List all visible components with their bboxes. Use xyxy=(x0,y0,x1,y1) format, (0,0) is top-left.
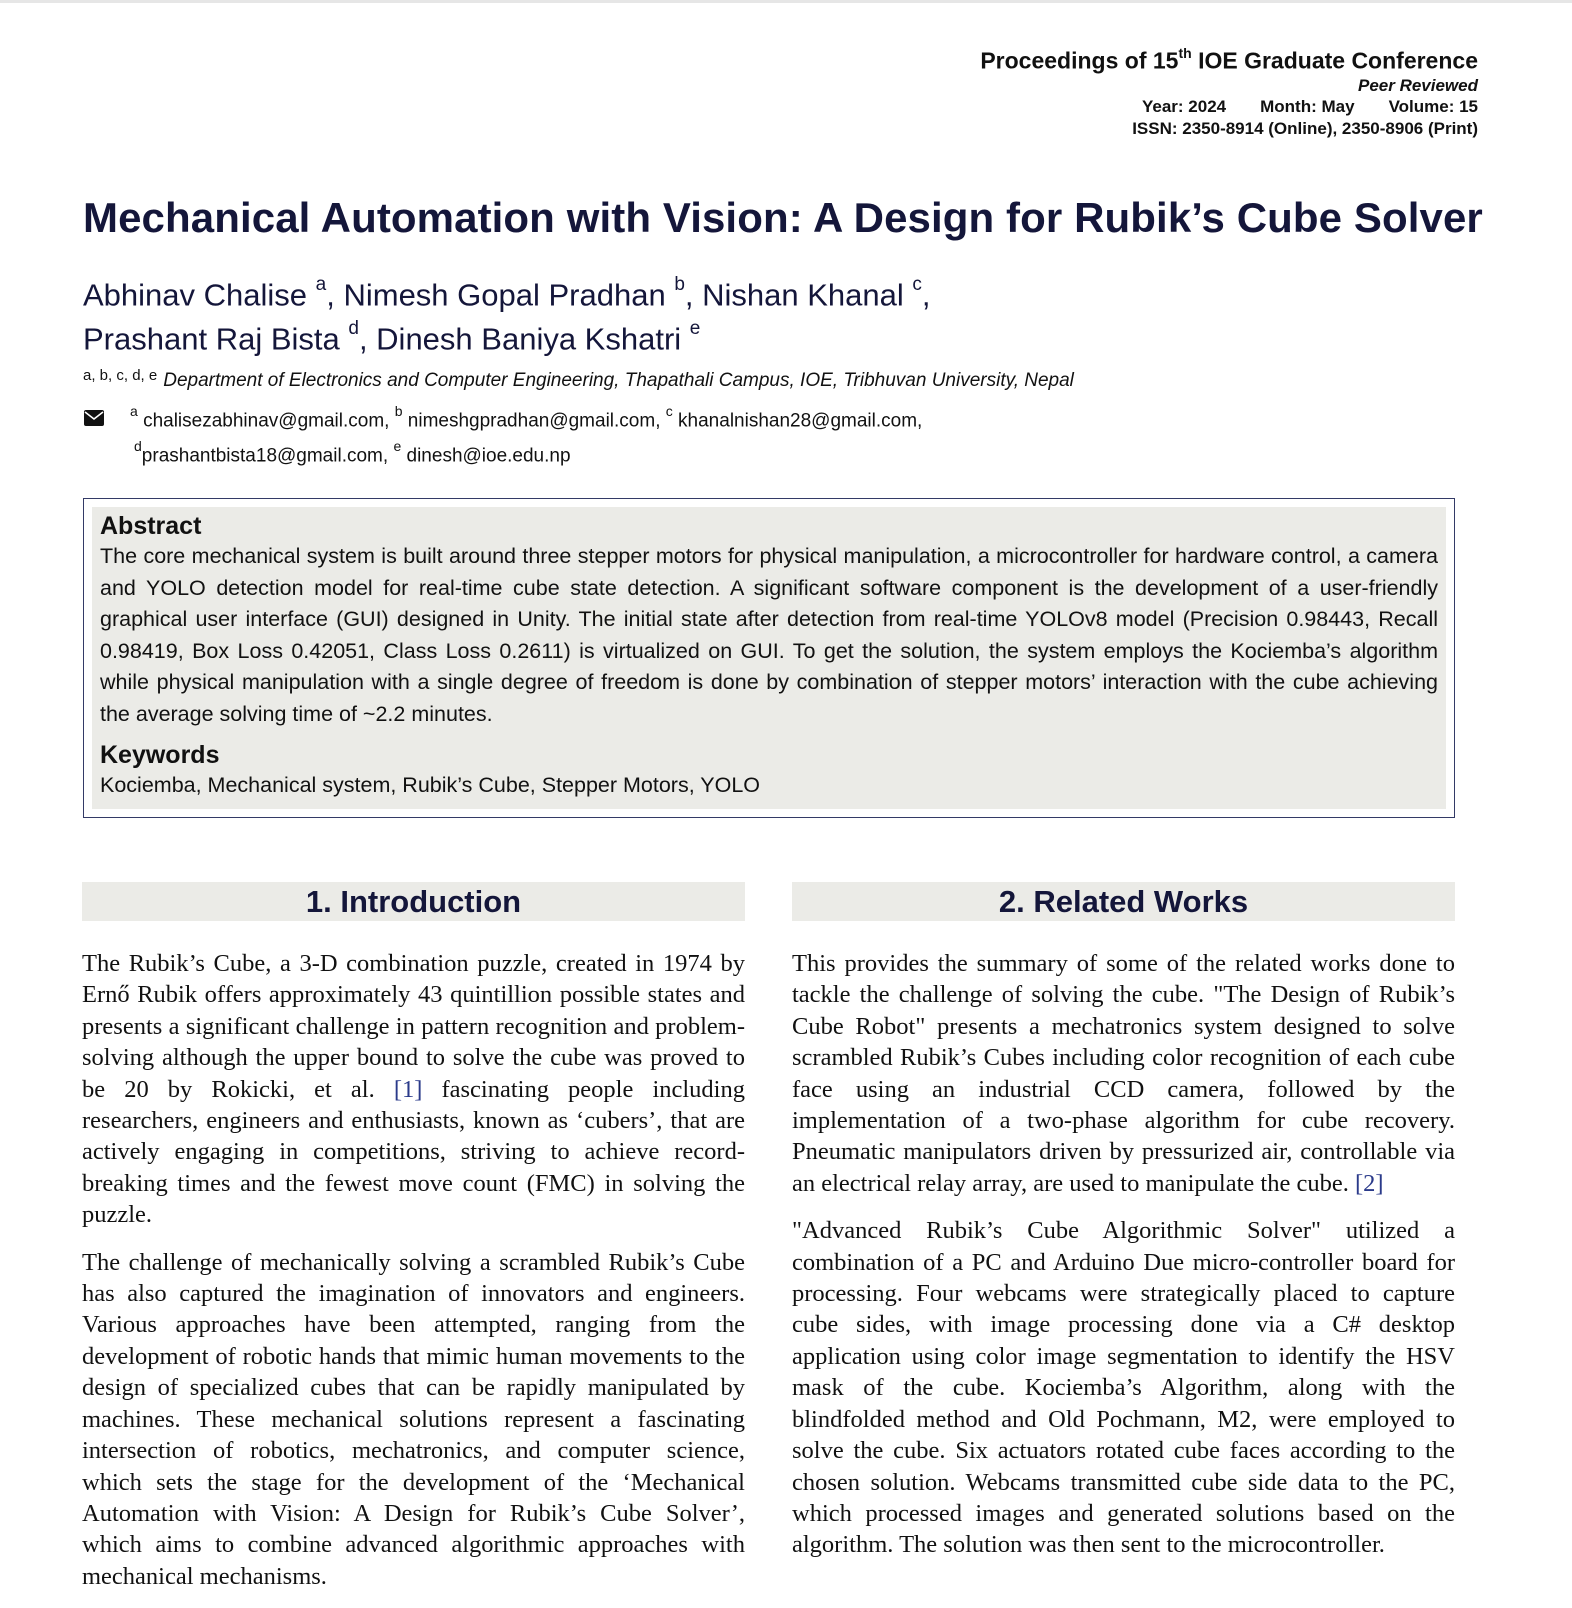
conference-title: Proceedings of 15th IOE Graduate Conference xyxy=(980,45,1478,74)
introduction-column xyxy=(82,882,745,1608)
citation-link[interactable]: [1] xyxy=(393,1075,423,1103)
author-list xyxy=(83,270,931,359)
email-link[interactable]: chalisezabhinav@gmail.com xyxy=(143,410,385,432)
author-line-1: Abhinav Chalise $^a$, Nimesh Gopal Pradhan $^b$, Nishan Khanal $^c$, xyxy=(83,274,931,313)
related-works-body xyxy=(792,948,1455,1561)
keywords-text: Kociemba, Mechanical system, Rubik’s Cube, Stepper Motors, YOLO xyxy=(100,773,761,797)
author-name: Prashant Raj Bista xyxy=(83,321,340,357)
citation-link[interactable]: [2] xyxy=(1354,1169,1384,1197)
publication-meta xyxy=(980,96,1478,118)
affiliation-marks: a, b, c, d, e xyxy=(83,367,158,384)
peer-reviewed-label: Peer Reviewed xyxy=(1357,75,1478,95)
author-name: Nishan Khanal xyxy=(702,277,904,313)
affiliation-department: Department of Electronics and Computer Engineering, Thapathali Campus, IOE, Tribhuvan University, Nepal xyxy=(163,370,1074,391)
introduction-paragraph: The challenge of mechanically solving a scrambled Rubik’s Cube has also captured the imagination of innovators and engineers. Various approaches have been attempted, ranging from the development of robotic hands that mimic human movements to the design of specialized cubes that can be rapidly manipulated by machines. These mechanical solutions represent a fascinating intersection of robotics, mechatronics, and computer science, which sets the stage for the development of the ‘Mechanical Automation with Vision: A Design for Rubik’s Cube Solver’, which aims to combine advanced algorithmic approaches with mechanical mechanisms. xyxy=(82,1248,745,1590)
author-name: Abhinav Chalise xyxy=(83,277,308,313)
paper-title: Mechanical Automation with Vision: A Design for Rubik’s Cube Solver xyxy=(83,194,1483,241)
abstract-heading: Abstract xyxy=(100,512,202,540)
author-name: Nimesh Gopal Pradhan xyxy=(343,277,666,313)
affiliation xyxy=(83,367,1074,392)
email-list xyxy=(130,400,922,471)
introduction-heading: 1. Introduction xyxy=(82,882,745,921)
issn-label: ISSN: 2350-8914 (Online), 2350-8906 (Print) xyxy=(1132,118,1478,138)
abstract-text: The core mechanical system is built around three stepper motors for physical manipulation, a microcontroller for hardware control, a camera and YOLO detection model for real-time cube state detection. A significant software component is the development of a user-friendly graphical user interface (GUI) designed in Unity. The initial state after detection from real-time YOLOv8 model (Precision 0.98443, Recall 0.98419, Box Loss 0.42051, Class Loss 0.2611) is virtualized on GUI. To get the solution, the system employs the Kociemba’s algorithm while physical manipulation with a single degree of freedom is done by combination of stepper motors’ interaction with the cube achieving the average solving time of ~2.2 minutes. xyxy=(100,544,1438,726)
introduction-paragraph: The Rubik’s Cube, a 3-D combination puzzle, created in 1974 by Ernő Rubik offers approximately 43 quintillion possible states and presents a significant challenge in pattern recognition and problem-solving although the upper bound to solve the cube was proved to be 20 by Rokicki, et al. [1] fascinating people including researchers, engineers and enthusiasts, known as ‘cubers’, that are actively engaging in competitions, striving to achieve record-breaking times and the fewest move count (FMC) in solving the puzzle. xyxy=(82,950,745,1229)
conference-header xyxy=(980,40,1478,140)
related-works-paragraph: "Advanced Rubik’s Cube Algorithmic Solver" utilized a combination of a PC and Arduino Due micro-controller board for processing. Four webcams were strategically placed to capture cube sides, with image processing done via a C# desktop application using color image segmentation to identify the HSV mask of the cube. Kociemba’s Algorithm, along with the blindfolded method and Old Pochmann, M2, were employed to solve the cube. Six actuators rotated cube faces according to the chosen solution. Webcams transmitted cube side data to the PC, which processed images and generated solutions based on the algorithm. The solution was then sent to the microcontroller. xyxy=(792,1217,1455,1559)
keywords-heading: Keywords xyxy=(100,741,220,769)
envelope-icon xyxy=(84,410,104,426)
email-link[interactable]: nimeshgpradhan@gmail.com xyxy=(407,410,656,432)
related-works-column xyxy=(792,882,1455,1577)
email-link[interactable]: dinesh@ioe.edu.np xyxy=(406,445,571,467)
abstract-panel xyxy=(92,507,1446,809)
abstract-box xyxy=(83,498,1455,818)
email-line-1: $^a$ chalisezabhinav@gmail.com, $^b$ nimeshgpradhan@gmail.com, $^c$ khanalnishan28@gmail.com, xyxy=(130,403,923,432)
top-rule xyxy=(0,0,1572,3)
related-works-paragraph: This provides the summary of some of the related works done to tackle the challenge of solving the cube. "The Design of Rubik’s Cube Robot" presents a mechatronics system designed to solve scrambled Rubik’s Cubes including color recognition of each cube face using an industrial CCD camera, followed by the implementation of a two-phase algorithm for cube recovery. Pneumatic manipulators driven by pressurized air, controllable via an electrical relay array, are used to manipulate the cube. [2] xyxy=(792,950,1455,1197)
year-label: Year: 2024 xyxy=(1141,96,1227,116)
author-line-2: Prashant Raj Bista $^d$, Dinesh Baniya Kshatri $^e$ xyxy=(83,318,701,357)
email-link[interactable]: prashantbista18@gmail.com xyxy=(141,445,383,467)
email-link[interactable]: khanalnishan28@gmail.com xyxy=(678,410,918,432)
volume-label: Volume: 15 xyxy=(1388,96,1478,116)
month-label: Month: May xyxy=(1260,96,1355,116)
email-line-2: $^d$prashantbista18@gmail.com, $^e$ dinesh@ioe.edu.np xyxy=(134,438,571,467)
author-name: Dinesh Baniya Kshatri xyxy=(376,321,682,357)
related-works-heading: 2. Related Works xyxy=(792,882,1455,921)
introduction-body xyxy=(82,948,745,1592)
